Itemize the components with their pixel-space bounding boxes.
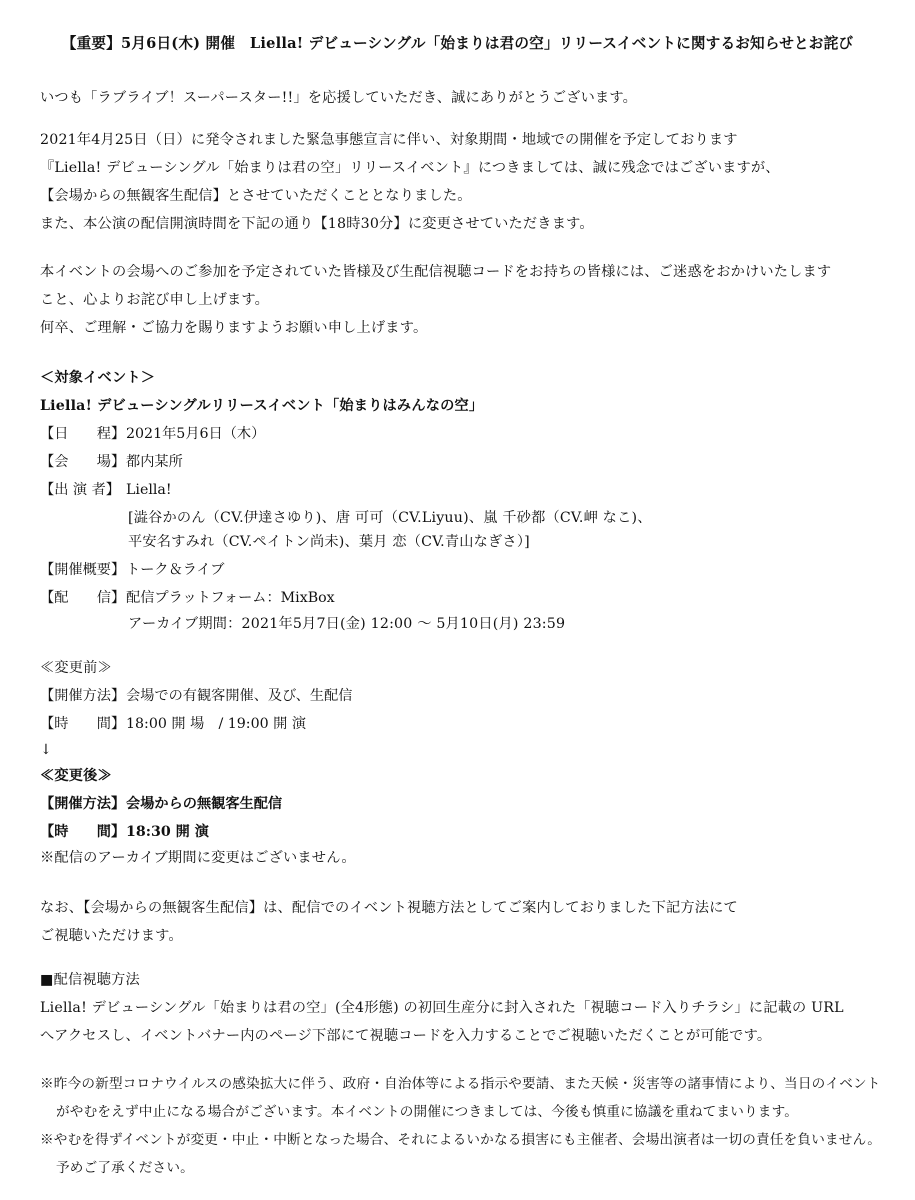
event-name: Liella! デビューシングルリリースイベント「始まりはみんなの空」 — [40, 398, 484, 414]
event-cast-value: Liella! — [126, 482, 172, 498]
paragraph-1-line-1: 2021年4月25日（日）に発令されました緊急事態宣言に伴い、対象期間・地域での開催を予定しております — [40, 132, 738, 148]
after-method-label: 【開催方法】 — [40, 796, 126, 812]
after-time-row — [40, 822, 209, 842]
note-line-4: 予めご了承ください。 — [56, 1160, 194, 1176]
event-heading: ＜対象イベント＞ — [40, 370, 156, 386]
document-title: 【重要】5月6日(木) 開催 Liella! デビューシングル「始まりは君の空」リリースイベントに関するお知らせとお詫び — [61, 35, 854, 52]
event-stream-label: 【配 信】 — [40, 590, 126, 606]
viewing-method-line-1: Liella! デビューシングル「始まりは君の空」(全4形態) の初回生産分に封入された「視聴コード入りチラシ」に記載の URL — [40, 1000, 844, 1016]
note-line-1: ※昨今の新型コロナウイルスの感染拡大に伴う、政府・自治体等による指示や要請、また天候・災害等の諸事情により、当日のイベント — [40, 1076, 881, 1092]
before-heading: ≪変更前≫ — [40, 660, 112, 676]
before-method-label: 【開催方法】 — [40, 688, 126, 704]
event-date-value: 2021年5月6日（木） — [126, 426, 266, 442]
archive-note: ※配信のアーカイブ期間に変更はございません。 — [40, 850, 356, 866]
event-date-row — [40, 424, 265, 444]
event-overview-label: 【開催概要】 — [40, 562, 126, 578]
event-cast-label: 【出 演 者】 — [40, 482, 120, 498]
paragraph-2-line-1: 本イベントの会場へのご参加を予定されていた皆様及び生配信視聴コードをお持ちの皆様には、ご迷惑をおかけいたします — [40, 264, 832, 280]
event-overview-row — [40, 560, 224, 580]
event-archive-period: アーカイブ期間：2021年5月7日(金) 12:00 ～ 5月10日(月) 23:59 — [128, 616, 566, 632]
event-venue-value: 都内某所 — [126, 454, 183, 470]
before-method-value: 会場での有観客開催、及び、生配信 — [126, 688, 353, 704]
viewing-method-line-2: へアクセスし、イベントバナー内のページ下部にて視聴コードを入力することでご視聴いただくことが可能です。 — [40, 1028, 772, 1044]
paragraph-1-line-2: 『Liella! デビューシングル「始まりは君の空」リリースイベント』につきましては、誠に残念ではございますが、 — [40, 160, 780, 176]
note-line-3: ※やむを得ずイベントが変更・中止・中断となった場合、それによるいかなる損害にも主催者、会場出演者は一切の責任を負いません。 — [40, 1132, 882, 1148]
event-stream-value: 配信プラットフォーム：MixBox — [126, 590, 335, 606]
down-arrow: ↓ — [40, 742, 53, 758]
before-time-value: 18:00 開 場 / 19:00 開 演 — [126, 716, 307, 732]
paragraph-1-line-4: また、本公演の配信開演時間を下記の通り【18時30分】に変更させていただきます。 — [40, 216, 594, 232]
paragraph-1-line-3: 【会場からの無観客生配信】とさせていただくこととなりました。 — [40, 188, 472, 204]
before-time-label: 【時 間】 — [40, 716, 126, 732]
after-method-row — [40, 794, 282, 814]
after-heading: ≪変更後≫ — [40, 768, 112, 784]
greeting-text: いつも「ラブライブ！スーパースター!!」を応援していただき、誠にありがとうございます。 — [40, 90, 638, 106]
before-method-row — [40, 686, 352, 706]
after-time-label: 【時 間】 — [40, 824, 126, 840]
event-cast-row — [40, 480, 172, 500]
paragraph-3-line-1: なお、【会場からの無観客生配信】は、配信でのイベント視聴方法としてご案内しておりました下記方法にて — [40, 900, 738, 916]
viewing-method-heading: ■配信視聴方法 — [40, 972, 140, 988]
before-time-row — [40, 714, 306, 734]
paragraph-3-line-2: ご視聴いただけます。 — [40, 928, 183, 944]
event-venue-label: 【会 場】 — [40, 454, 126, 470]
paragraph-2-line-2: こと、心よりお詫び申し上げます。 — [40, 292, 270, 308]
paragraph-2-line-3: 何卒、ご理解・ご協力を賜りますようお願い申し上げます。 — [40, 320, 428, 336]
event-overview-value: トーク＆ライブ — [126, 562, 225, 578]
after-time-value: 18:30 開 演 — [126, 824, 209, 840]
event-stream-row — [40, 588, 335, 608]
note-line-2: がやむをえず中止になる場合がございます。本イベントの開催につきましては、今後も慎重に協議を重ねてまいります。 — [56, 1104, 799, 1120]
event-cast-detail-2: 平安名すみれ（CV.ペイトン尚未)、葉月 恋（CV.青山なぎさ）] — [128, 534, 530, 550]
event-venue-row — [40, 452, 183, 472]
event-date-label: 【日 程】 — [40, 426, 126, 442]
after-method-value: 会場からの無観客生配信 — [126, 796, 283, 812]
event-cast-detail-1: [澁谷かのん（CV.伊達さゆり)、唐 可可（CV.Liyuu)、嵐 千砂都（CV.岬 なこ)、 — [128, 510, 652, 526]
